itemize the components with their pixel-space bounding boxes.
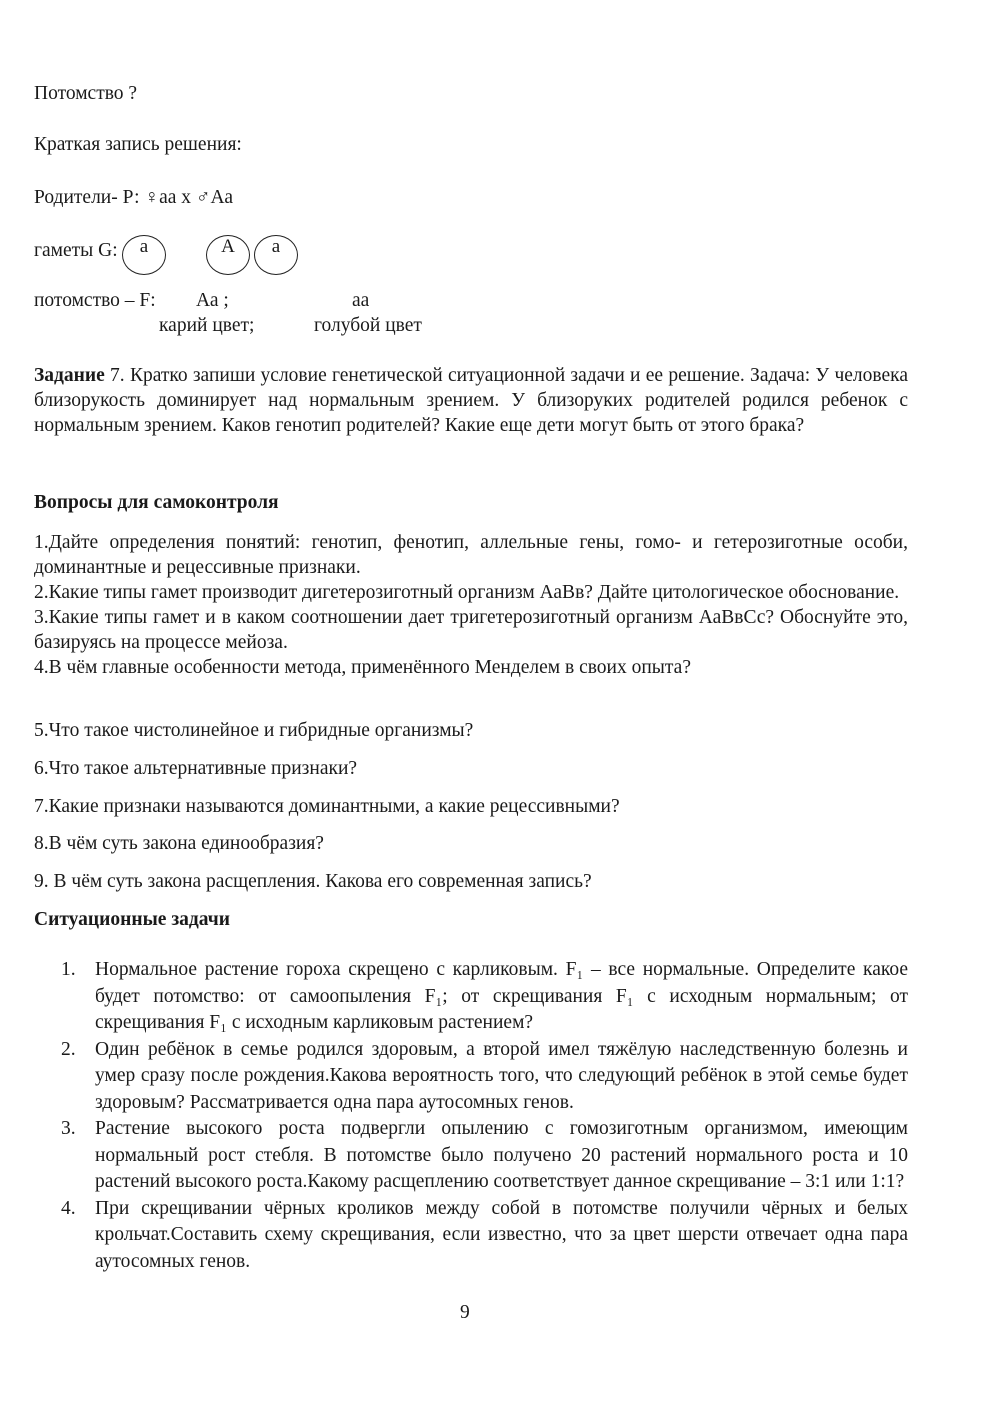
task-7-text: 7. Кратко запиши условие генетической ситуационной задачи и ее решение. Задача: У человека близорукость доминирует над нормальным зрением. У близоруких родителей родился ребенок с нормальным зрением. Каков генотип родителей? Какие еще дети могут быть от этого брака?: [34, 365, 908, 436]
short-record-label: Краткая запись решения:: [34, 134, 242, 155]
question-2: 2.Какие типы гамет производит дигетерозиготный организм АаВв? Дайте цитологическое обоснование.: [34, 582, 900, 603]
offspring-label: потомство – F:: [34, 290, 156, 311]
gamete-circle-1: а: [122, 235, 166, 275]
phenotype-brown: карий цвет;: [159, 315, 255, 336]
page-number: 9: [460, 1302, 470, 1323]
question-8: 8.В чём суть закона единообразия?: [34, 833, 324, 854]
question-7: 7.Какие признаки называются доминантными, а какие рецессивными?: [34, 796, 620, 817]
offspring-question: Потомство ?: [34, 83, 138, 104]
situational-heading: Ситуационные задачи: [34, 909, 230, 930]
question-5: 5.Что такое чистолинейное и гибридные организмы?: [34, 720, 474, 741]
gametes-label: гаметы G:: [34, 240, 118, 261]
situational-list: [34, 957, 908, 1275]
offspring-recessive: аа: [352, 290, 370, 311]
task-7-title: Задание: [34, 365, 105, 386]
self-control-heading: Вопросы для самоконтроля: [34, 492, 279, 513]
parents-line: Родители- Р: ♀аа х ♂Аа: [34, 187, 234, 208]
offspring-dominant: Аа ;: [196, 290, 229, 311]
task-7: [34, 363, 908, 438]
question-9: 9. В чём суть закона расщепления. Какова его современная запись?: [34, 871, 592, 892]
self-control-q1-q4: [34, 530, 908, 680]
list-item: 2. Один ребёнок в семье родился здоровым, а второй имел тяжёлую наследственную болезнь и умер сразу после рождения.Какова вероятность того, что следующий ребёнок в этой семье будет здоровым? Рассматривается одна пара аутосомных генов.: [61, 1038, 908, 1113]
list-item: 1. Нормальное растение гороха скрещено с карликовым. F₁ – все нормальные. Определите какое будет потомство: от самоопыления F₁; от скрещивания F₁ с исходным нормальным; от скрещивания F₁ с исходным карликовым растением?: [61, 959, 908, 1033]
question-4: 4.В чём главные особенности метода, применённого Менделем в своих опыта?: [34, 657, 691, 678]
question-1: 1.Дайте определения понятий: генотип, фенотип, аллельные гены, гомо- и гетерозиготные особи, доминантные и рецессивные признаки.: [34, 532, 908, 578]
list-item: 4. При скрещивании чёрных кроликов между собой в потомстве получили чёрных и белых крольчат.Составить схему скрещивания, если известно, что за цвет шерсти отвечает одна пара аутосомных генов.: [61, 1197, 908, 1272]
gamete-circle-3: а: [254, 235, 298, 275]
phenotype-blue: голубой цвет: [314, 315, 422, 336]
list-item: 3. Растение высокого роста подвергли опылению с гомозиготным организмом, имеющим нормальный рост стебля. В потомстве было получено 20 растений нормального роста и 10 растений высокого роста.Какому расщеплению соответствует данное скрещивание – 3:1 или 1:1?: [61, 1118, 908, 1192]
question-6: 6.Что такое альтернативные признаки?: [34, 758, 358, 779]
question-3: 3.Какие типы гамет и в каком соотношении дает тригетерозиготный организм АаВвСс? Обоснуйте это, базируясь на процессе мейоза.: [34, 607, 908, 653]
gamete-circle-2: А: [206, 235, 250, 275]
